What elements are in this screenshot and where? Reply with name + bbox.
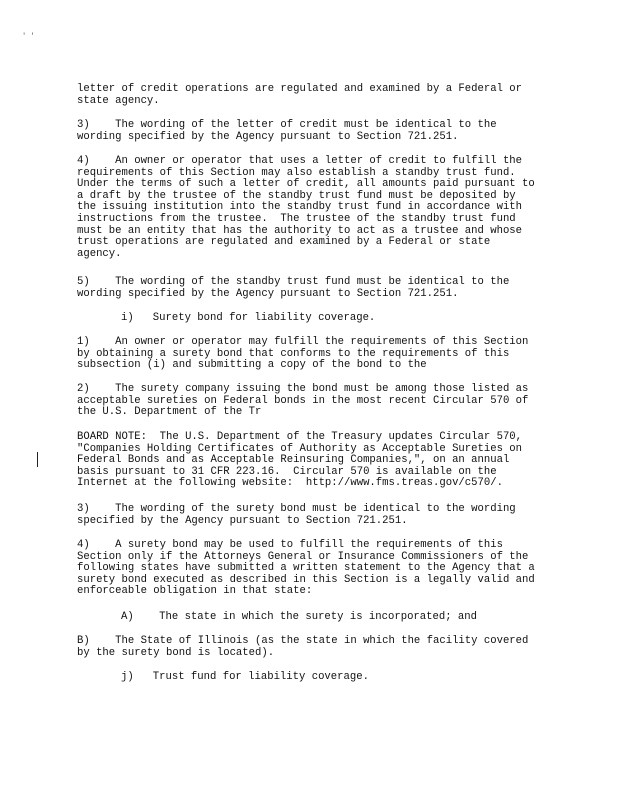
paragraph-3-surety-wording: 3) The wording of the surety bond must be identical to the wording specified by the Agency pursuant to Section 721.251. [77,503,516,527]
board-note: BOARD NOTE: The U.S. Department of the Treasury updates Circular 570, "Companies Holding Certificates of Authority as Acceptable Sureties on Federal Bonds and as Acceptable Reinsuring Companies,", on an annual basis pursuant to 31 CFR 223.16. Circular 570 is available on the Internet at the following website: http://www.fms.treas.gov/c570/. [77,431,523,490]
item-a-state-incorporated: A) The state in which the surety is incorporated; and [121,611,478,623]
paragraph-2-surety-company: 2) The surety company issuing the bond must be among those listed as acceptable sureties on Federal bonds in the most recent Circular 570 of the U.S. Department of the Tr [77,383,529,419]
heading-j-trust-fund: j) Trust fund for liability coverage. [121,671,369,683]
paragraph-1-surety-bond: 1) An owner or operator may fulfill the requirements of this Section by obtaining a surety bond that conforms to the requirements of this subsection (i) and submitting a copy of the bond to the [77,336,529,372]
item-b-state-illinois: B) The State of Illinois (as the state in which the facility covered by the surety bond is located). [77,635,529,659]
paragraph-3-letter-wording: 3) The wording of the letter of credit must be identical to the wording specified by the Agency pursuant to Section 721.251. [77,119,497,143]
paragraph-4-surety-validity: 4) A surety bond may be used to fulfill the requirements of this Section only if the Attorneys General or Insurance Commissioners of the following states have submitted a written statement to the Agency that a surety bond executed as described in this Section is a legally valid and enforceable obligation in that state: [77,539,535,598]
paragraph-4-standby-trust: 4) An owner or operator that uses a letter of credit to fulfill the requirements of this Section may also establish a standby trust fund. Under the terms of such a letter of credit, all amounts paid pursuant to a draft by the trustee of the standby trust fund must be deposited by the issuing institution into the standby trust fund in accordance with instructions from the trustee. The trustee of the standby trust fund must be an entity that has the authority to act as a trustee and whose trust operations are regulated and examined by a Federal or state agency. [77,155,535,260]
change-bar [37,452,38,467]
heading-i-surety-bond: i) Surety bond for liability coverage. [121,312,376,324]
paragraph-letter-of-credit-continued: letter of credit operations are regulated and examined by a Federal or state agency. [77,83,523,107]
paragraph-5-standby-wording: 5) The wording of the standby trust fund must be identical to the wording specified by the Agency pursuant to Section 721.251. [77,276,510,300]
margin-mark: ' ' [22,33,35,41]
